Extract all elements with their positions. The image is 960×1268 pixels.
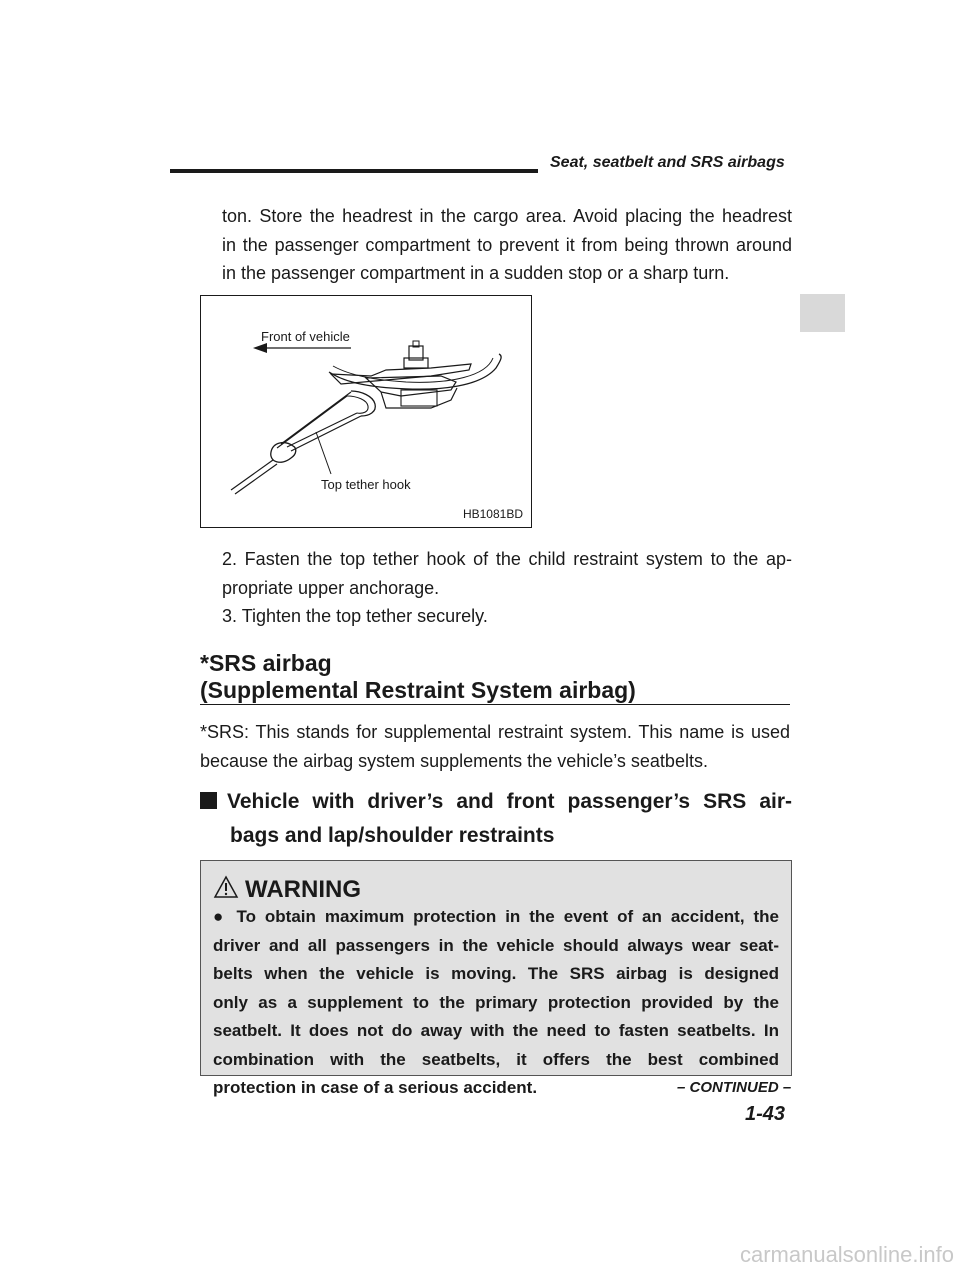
warning-heading [213, 875, 361, 904]
section-heading-line-2: (Supplemental Restraint System airbag) [200, 677, 636, 703]
section-heading-line-1: *SRS airbag [200, 650, 332, 676]
intro-line: in the passenger compartment to prevent it from being thrown around [222, 234, 792, 255]
intro-paragraph [222, 202, 792, 288]
step-2-line-1: 2. Fasten the top tether hook of the child restraint system to the ap- [222, 549, 792, 569]
subheading-line-1 [200, 785, 792, 819]
watermark: carmanualsonline.info [739, 1242, 954, 1267]
section-heading [200, 650, 636, 704]
warning-line: protection in case of a serious accident. [213, 1078, 538, 1097]
warning-line: only as a supplement to the primary protection provided by the [213, 992, 779, 1012]
subheading-line-1-text: Vehicle with driver’s and front passenger’s SRS air- [227, 790, 792, 813]
warning-line: driver and all passengers in the vehicle should always wear seat- [213, 935, 779, 955]
srs-note-line-2: because the airbag system supplements the vehicle’s seatbelts. [200, 750, 708, 771]
square-bullet-icon [200, 792, 217, 809]
subheading-line-2: bags and lap/shoulder restraints [230, 824, 555, 847]
tether-hook-figure [200, 295, 532, 528]
warning-triangle-icon [213, 875, 239, 899]
section-rule [200, 704, 790, 705]
continued-label: – CONTINUED – [677, 1079, 792, 1096]
warning-line: ● To obtain maximum protection in the event of an accident, the [213, 907, 779, 926]
page-number: 1-43 [745, 1103, 786, 1125]
srs-note [200, 718, 790, 775]
warning-body [213, 903, 779, 1103]
header-rule [170, 169, 538, 173]
warning-line: seatbelt. It does not do away with the need to fasten seatbelts. In [213, 1021, 779, 1040]
warning-line: combination with the seatbelts, it offers the best combined [213, 1049, 779, 1069]
intro-line: in the passenger compartment in a sudden stop or a sharp turn. [222, 263, 730, 283]
srs-note-line-1: *SRS: This stands for supplemental restraint system. This name is used [200, 722, 790, 742]
intro-line: ton. Store the headrest in the cargo area. Avoid placing the headrest [222, 206, 792, 226]
steps-list [222, 545, 792, 631]
step-3: 3. Tighten the top tether securely. [222, 606, 488, 626]
tether-hook-illustration [201, 296, 531, 527]
chapter-tab-marker [800, 294, 845, 332]
subheading [200, 785, 792, 853]
warning-title: WARNING [245, 876, 361, 903]
running-header: Seat, seatbelt and SRS airbags [550, 154, 785, 171]
figure-label-hook: Top tether hook [321, 477, 411, 492]
warning-line: belts when the vehicle is moving. The SRS airbag is designed [213, 964, 779, 983]
figure-code: HB1081BD [462, 507, 523, 521]
figure-label-front: Front of vehicle [261, 329, 350, 344]
step-2-line-2: propriate upper anchorage. [222, 577, 440, 598]
